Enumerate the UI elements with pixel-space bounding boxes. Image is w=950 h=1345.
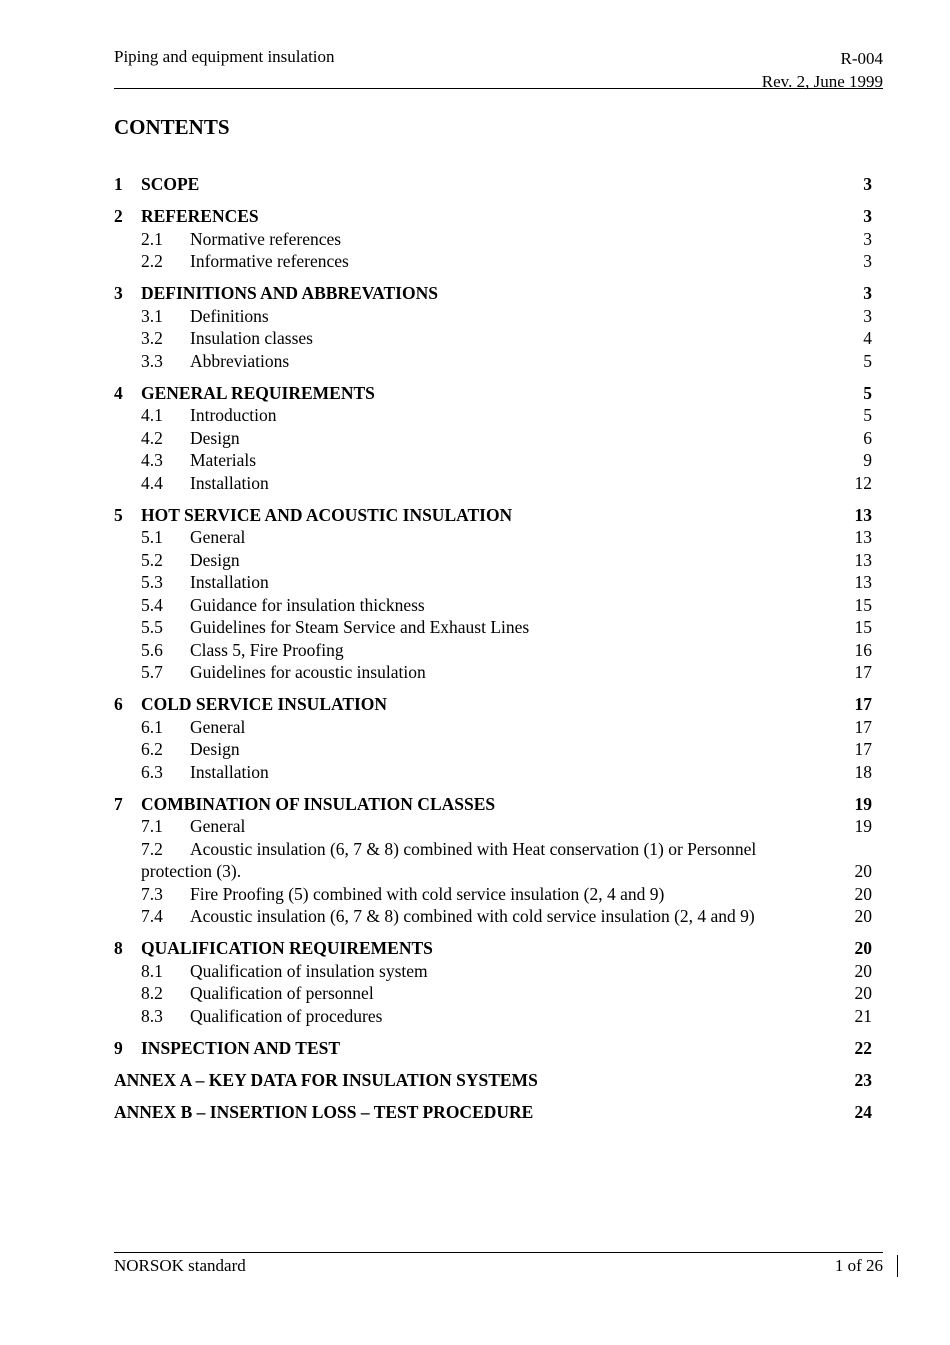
table-of-contents <box>114 173 872 1123</box>
toc-subsection-number: 4.1 <box>141 405 163 425</box>
toc-section-title: GENERAL REQUIREMENTS <box>141 382 375 403</box>
toc-subsection-title: Definitions <box>190 305 269 326</box>
toc-page-number: 3 <box>863 174 872 194</box>
toc-annex-b[interactable] <box>114 1101 872 1124</box>
toc-subsection-title: Acoustic insulation (6, 7 & 8) combined with Heat conservation (1) or Personnel <box>190 838 757 859</box>
toc-section-4[interactable] <box>114 382 872 405</box>
toc-page-number: 9 <box>863 450 872 470</box>
toc-section-title: COMBINATION OF INSULATION CLASSES <box>141 793 496 814</box>
toc-subsection-number: 6.2 <box>141 739 163 759</box>
toc-section-2[interactable] <box>114 205 872 228</box>
toc-subsection-title: Qualification of personnel <box>190 983 374 1003</box>
toc-subsection-number: 5.4 <box>141 594 163 615</box>
toc-subsection-number: 5.5 <box>141 617 163 637</box>
toc-subsection-title: Design <box>190 739 240 759</box>
toc-section-title: COLD SERVICE INSULATION <box>141 694 388 714</box>
toc-page-number: 22 <box>854 1037 872 1058</box>
toc-page-number: 17 <box>854 694 872 714</box>
toc-page-number: 19 <box>854 816 872 836</box>
toc-subsection-number: 6.1 <box>141 716 163 737</box>
toc-section-9[interactable] <box>114 1037 872 1060</box>
toc-subsection-3-1[interactable] <box>114 305 872 328</box>
toc-page-number: 3 <box>863 228 872 249</box>
toc-subsection-number: 2.1 <box>141 228 163 249</box>
footer-standard-name: NORSOK standard <box>114 1256 246 1275</box>
toc-subsection-number: 3.3 <box>141 350 163 371</box>
toc-subsection-5-7[interactable] <box>114 661 872 684</box>
toc-page-number: 15 <box>854 617 872 637</box>
toc-page-number: 20 <box>854 983 872 1003</box>
toc-page-number: 5 <box>863 382 872 403</box>
toc-subsection-number: 3.1 <box>141 305 163 326</box>
toc-page-number: 3 <box>863 305 872 326</box>
toc-page-number: 13 <box>854 572 872 592</box>
toc-subsection-title: Materials <box>190 450 257 470</box>
toc-subsection-title: Guidelines for acoustic insulation <box>190 662 426 682</box>
toc-section-title: DEFINITIONS AND ABBREVATIONS <box>141 283 438 303</box>
toc-page-number: 15 <box>854 594 872 615</box>
toc-subsection-4-4[interactable] <box>114 472 872 495</box>
toc-subsection-title: Informative references <box>190 251 349 271</box>
toc-page-number: 18 <box>854 761 872 782</box>
toc-subsection-number: 4.3 <box>141 450 163 470</box>
toc-section-number: 5 <box>114 504 123 525</box>
toc-section-7[interactable] <box>114 793 872 816</box>
header-divider <box>114 88 883 89</box>
toc-subsection-8-1[interactable] <box>114 960 872 983</box>
toc-subsection-number: 8.1 <box>141 960 163 981</box>
toc-subsection-number: 8.2 <box>141 983 163 1003</box>
toc-subsection-5-6[interactable] <box>114 639 872 662</box>
toc-subsection-6-2[interactable] <box>114 738 872 761</box>
toc-subsection-number: 5.7 <box>141 662 163 682</box>
toc-subsection-title: Qualification of insulation system <box>190 960 428 981</box>
header-doc-code: R-004 <box>840 49 883 68</box>
toc-section-8[interactable] <box>114 937 872 960</box>
toc-section-title: INSPECTION AND TEST <box>141 1037 341 1058</box>
toc-section-title: QUALIFICATION REQUIREMENTS <box>141 938 433 958</box>
toc-page-number: 21 <box>854 1005 872 1026</box>
toc-subsection-3-2[interactable] <box>114 327 872 350</box>
toc-subsection-5-1[interactable] <box>114 526 872 549</box>
toc-subsection-number: 5.3 <box>141 572 163 592</box>
footer-divider <box>114 1252 883 1253</box>
toc-page-number: 20 <box>854 906 872 926</box>
toc-section-3[interactable] <box>114 282 872 305</box>
toc-page-number: 16 <box>854 639 872 660</box>
toc-subsection-title: Guidelines for Steam Service and Exhaust Lines <box>190 617 530 637</box>
toc-subsection-title-continued: protection (3). <box>141 861 242 881</box>
toc-subsection-8-3[interactable] <box>114 1005 872 1028</box>
toc-subsection-number: 7.4 <box>141 906 163 926</box>
toc-subsection-title: Installation <box>190 472 269 493</box>
toc-subsection-3-3[interactable] <box>114 350 872 373</box>
toc-subsection-6-3[interactable] <box>114 761 872 784</box>
toc-page-number: 5 <box>863 405 872 425</box>
toc-subsection-title: Installation <box>190 572 269 592</box>
header-doc-title: Piping and equipment insulation <box>114 47 335 66</box>
toc-page-number: 17 <box>854 716 872 737</box>
toc-page-number: 19 <box>854 793 872 814</box>
toc-subsection-number: 7.1 <box>141 816 163 836</box>
toc-subsection-number: 5.1 <box>141 527 163 547</box>
toc-page-number: 24 <box>854 1101 872 1122</box>
toc-subsection-2-1[interactable] <box>114 228 872 251</box>
revision-change-bar <box>897 1255 898 1277</box>
toc-subsection-number: 7.2 <box>141 838 163 859</box>
toc-subsection-title: Insulation classes <box>190 328 313 348</box>
toc-page-number: 17 <box>854 662 872 682</box>
toc-annex-title: ANNEX A – KEY DATA FOR INSULATION SYSTEMS <box>114 1069 538 1090</box>
header-doc-info <box>762 47 883 93</box>
toc-subsection-number: 7.3 <box>141 883 163 904</box>
toc-page-number: 20 <box>854 883 872 904</box>
toc-section-6[interactable] <box>114 693 872 716</box>
toc-subsection-title: Acoustic insulation (6, 7 & 8) combined with cold service insulation (2, 4 and 9) <box>190 906 755 926</box>
toc-section-number: 6 <box>114 694 123 714</box>
toc-subsection-4-1[interactable] <box>114 404 872 427</box>
toc-subsection-2-2[interactable] <box>114 250 872 273</box>
toc-subsection-title: Abbreviations <box>190 350 290 371</box>
toc-subsection-5-2[interactable] <box>114 549 872 572</box>
toc-subsection-6-1[interactable] <box>114 716 872 739</box>
toc-subsection-title: Installation <box>190 761 269 782</box>
toc-page-number: 3 <box>863 251 872 271</box>
toc-subsection-5-3[interactable] <box>114 571 872 594</box>
toc-annex-title: ANNEX B – INSERTION LOSS – TEST PROCEDURE <box>114 1101 534 1122</box>
toc-subsection-number: 8.3 <box>141 1005 163 1026</box>
toc-subsection-title: Design <box>190 549 240 570</box>
toc-subsection-7-4[interactable] <box>114 905 872 928</box>
toc-subsection-title: Qualification of procedures <box>190 1005 383 1026</box>
toc-subsection-number: 2.2 <box>141 251 163 271</box>
toc-page-number: 17 <box>854 739 872 759</box>
contents-heading: CONTENTS <box>114 115 230 139</box>
toc-section-1[interactable] <box>114 173 872 196</box>
toc-subsection-4-2[interactable] <box>114 427 872 450</box>
toc-page-number: 23 <box>854 1069 872 1090</box>
toc-page-number: 20 <box>854 960 872 981</box>
toc-subsection-title: General <box>190 527 246 547</box>
toc-section-number: 4 <box>114 382 123 403</box>
toc-subsection-title: Class 5, Fire Proofing <box>190 639 344 660</box>
toc-subsection-title: General <box>190 716 246 737</box>
toc-page-number: 20 <box>854 938 872 958</box>
toc-annex-a[interactable] <box>114 1069 872 1092</box>
toc-section-number: 7 <box>114 793 123 814</box>
footer-page-info: 1 of 26 <box>834 1256 883 1275</box>
toc-subsection-title: Fire Proofing (5) combined with cold service insulation (2, 4 and 9) <box>190 883 665 904</box>
toc-subsection-title: Introduction <box>190 405 277 425</box>
toc-page-number: 13 <box>854 504 872 525</box>
toc-subsection-number: 4.4 <box>141 472 163 493</box>
toc-page-number: 6 <box>863 427 872 448</box>
toc-section-number: 9 <box>114 1037 123 1058</box>
toc-subsection-number: 6.3 <box>141 761 163 782</box>
toc-subsection-5-5[interactable] <box>114 616 872 639</box>
toc-page-number: 12 <box>854 472 872 493</box>
toc-subsection-title: Design <box>190 427 240 448</box>
toc-subsection-5-4[interactable] <box>114 594 872 617</box>
toc-subsection-number: 5.6 <box>141 639 163 660</box>
toc-page-number: 4 <box>863 328 872 348</box>
toc-page-number: 3 <box>863 206 872 226</box>
toc-section-number: 2 <box>114 206 123 226</box>
toc-subsection-4-3[interactable] <box>114 449 872 472</box>
toc-subsection-number: 3.2 <box>141 328 163 348</box>
toc-subsection-7-3[interactable] <box>114 883 872 906</box>
header-revision: Rev. 2, June 1999 <box>761 72 883 91</box>
toc-page-number: 13 <box>854 527 872 547</box>
toc-subsection-title: Guidance for insulation thickness <box>190 594 425 615</box>
toc-subsection-number: 4.2 <box>141 427 163 448</box>
toc-section-title: REFERENCES <box>141 206 259 226</box>
toc-subsection-8-2[interactable] <box>114 982 872 1005</box>
toc-section-5[interactable] <box>114 504 872 527</box>
toc-section-title: SCOPE <box>141 174 200 194</box>
toc-section-number: 1 <box>114 174 123 194</box>
toc-page-number: 5 <box>863 350 872 371</box>
toc-page-number: 3 <box>863 283 872 303</box>
toc-subsection-number: 5.2 <box>141 549 163 570</box>
toc-subsection-7-1[interactable] <box>114 815 872 838</box>
toc-section-number: 8 <box>114 938 123 958</box>
toc-subsection-title: General <box>190 816 246 836</box>
toc-subsection-7-2[interactable] <box>114 838 872 883</box>
toc-page-number: 20 <box>854 861 872 881</box>
toc-page-number: 13 <box>854 549 872 570</box>
toc-subsection-title: Normative references <box>190 228 342 249</box>
toc-section-title: HOT SERVICE AND ACOUSTIC INSULATION <box>141 504 513 525</box>
toc-section-number: 3 <box>114 283 123 303</box>
